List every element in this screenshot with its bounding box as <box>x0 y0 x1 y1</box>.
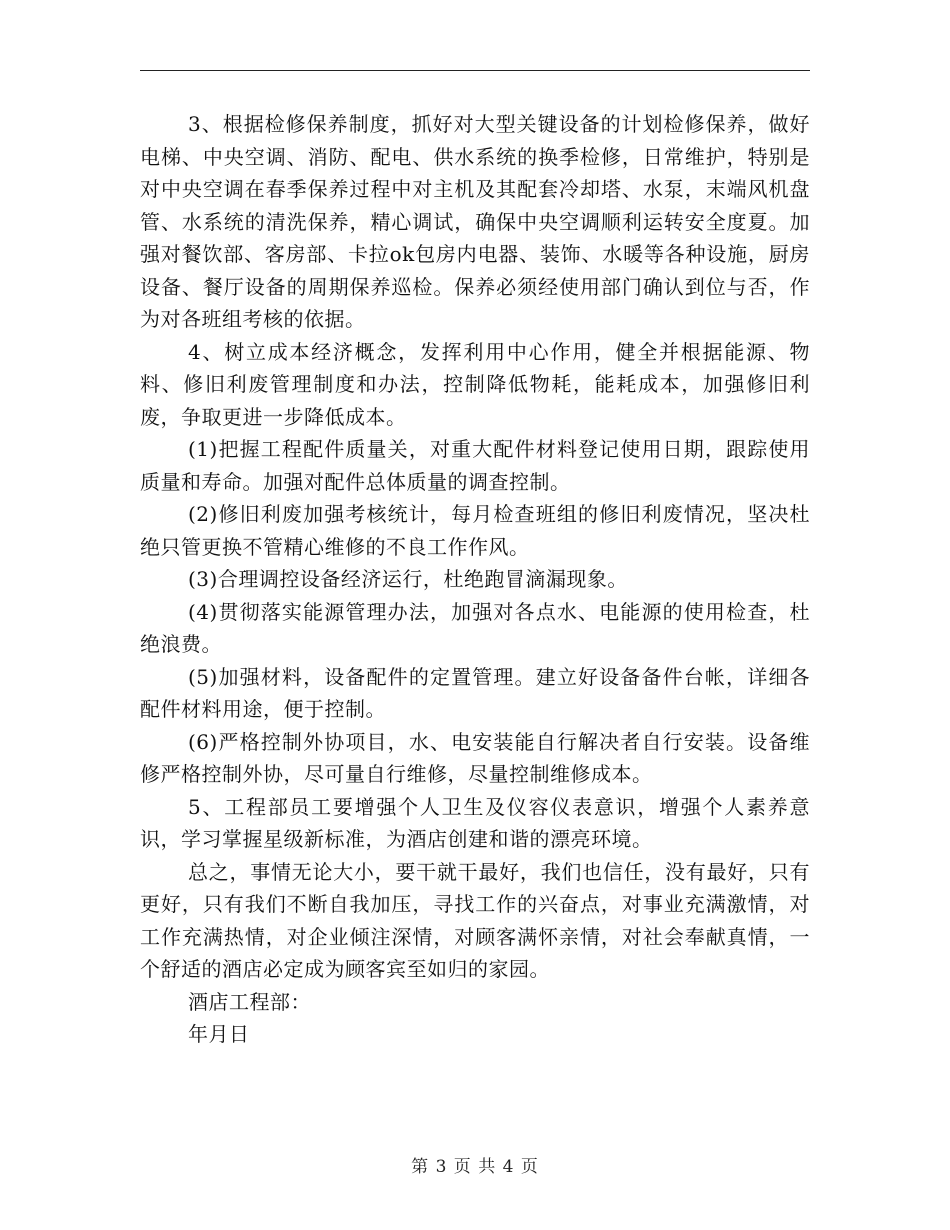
document-body <box>140 108 810 1051</box>
paragraph-subitem-1: (1)把握工程配件质量关，对重大配件材料登记使用日期，跟踪使用质量和寿命。加强对配件总体质量的调查控制。 <box>140 437 810 494</box>
paragraph-subitem-6: (6)严格控制外协项目，水、电安装能自行解决者自行安装。设备维修严格控制外协，尽可量自行维修，尽量控制维修成本。 <box>140 729 810 786</box>
paragraph-item-3: 3、根据检修保养制度，抓好对大型关键设备的计划检修保养，做好电梯、中央空调、消防、配电、供水系统的换季检修，日常维护，特别是对中央空调在春季保养过程中对主机及其配套冷却塔、水泵，末端风机盘管、水系统的清洗保养，精心调试，确保中央空调顺利运转安全度夏。加强对餐饮部、客房部、卡拉ok包房内电器、装饰、水暖等各种设施，厨房设备、餐厅设备的周期保养巡检。保养必须经使用部门确认到位与否，作为对各班组考核的依据。 <box>140 112 810 331</box>
page-footer: 第 3 页 共 4 页 <box>411 1157 539 1177</box>
signature-department: 酒店工程部： <box>188 989 311 1014</box>
paragraph-subitem-5: (5)加强材料，设备配件的定置管理。建立好设备备件台帐，详细各配件材料用途，便于控制。 <box>140 664 810 721</box>
paragraph-subitem-2: (2)修旧利废加强考核统计，每月检查班组的修旧利废情况，坚决杜绝只管更换不管精心维修的不良工作作风。 <box>140 502 810 559</box>
paragraph-subitem-4: (4)贯彻落实能源管理办法，加强对各点水、电能源的使用检查，杜绝浪费。 <box>140 599 810 656</box>
paragraph-item-5: 5、工程部员工要增强个人卫生及仪容仪表意识，增强个人素养意识，学习掌握星级新标准，为酒店创建和谐的漂亮环境。 <box>140 794 810 851</box>
paragraph-item-4: 4、树立成本经济概念，发挥利用中心作用，健全并根据能源、物料、修旧利废管理制度和办法，控制降低物耗，能耗成本，加强修旧利废，争取更进一步降低成本。 <box>140 339 810 429</box>
header-rule <box>140 70 810 71</box>
paragraph-subitem-3: (3)合理调控设备经济运行，杜绝跑冒滴漏现象。 <box>188 567 628 591</box>
paragraph-conclusion: 总之，事情无论大小，要干就干最好，我们也信任，没有最好，只有更好，只有我们不断自我加压，寻找工作的兴奋点，对事业充满激情，对工作充满热情，对企业倾注深情，对顾客满怀亲情，对社会奉献真情，一个舒适的酒店必定成为顾客宾至如归的家园。 <box>140 859 810 981</box>
signature-date: 年月日 <box>188 1022 250 1046</box>
